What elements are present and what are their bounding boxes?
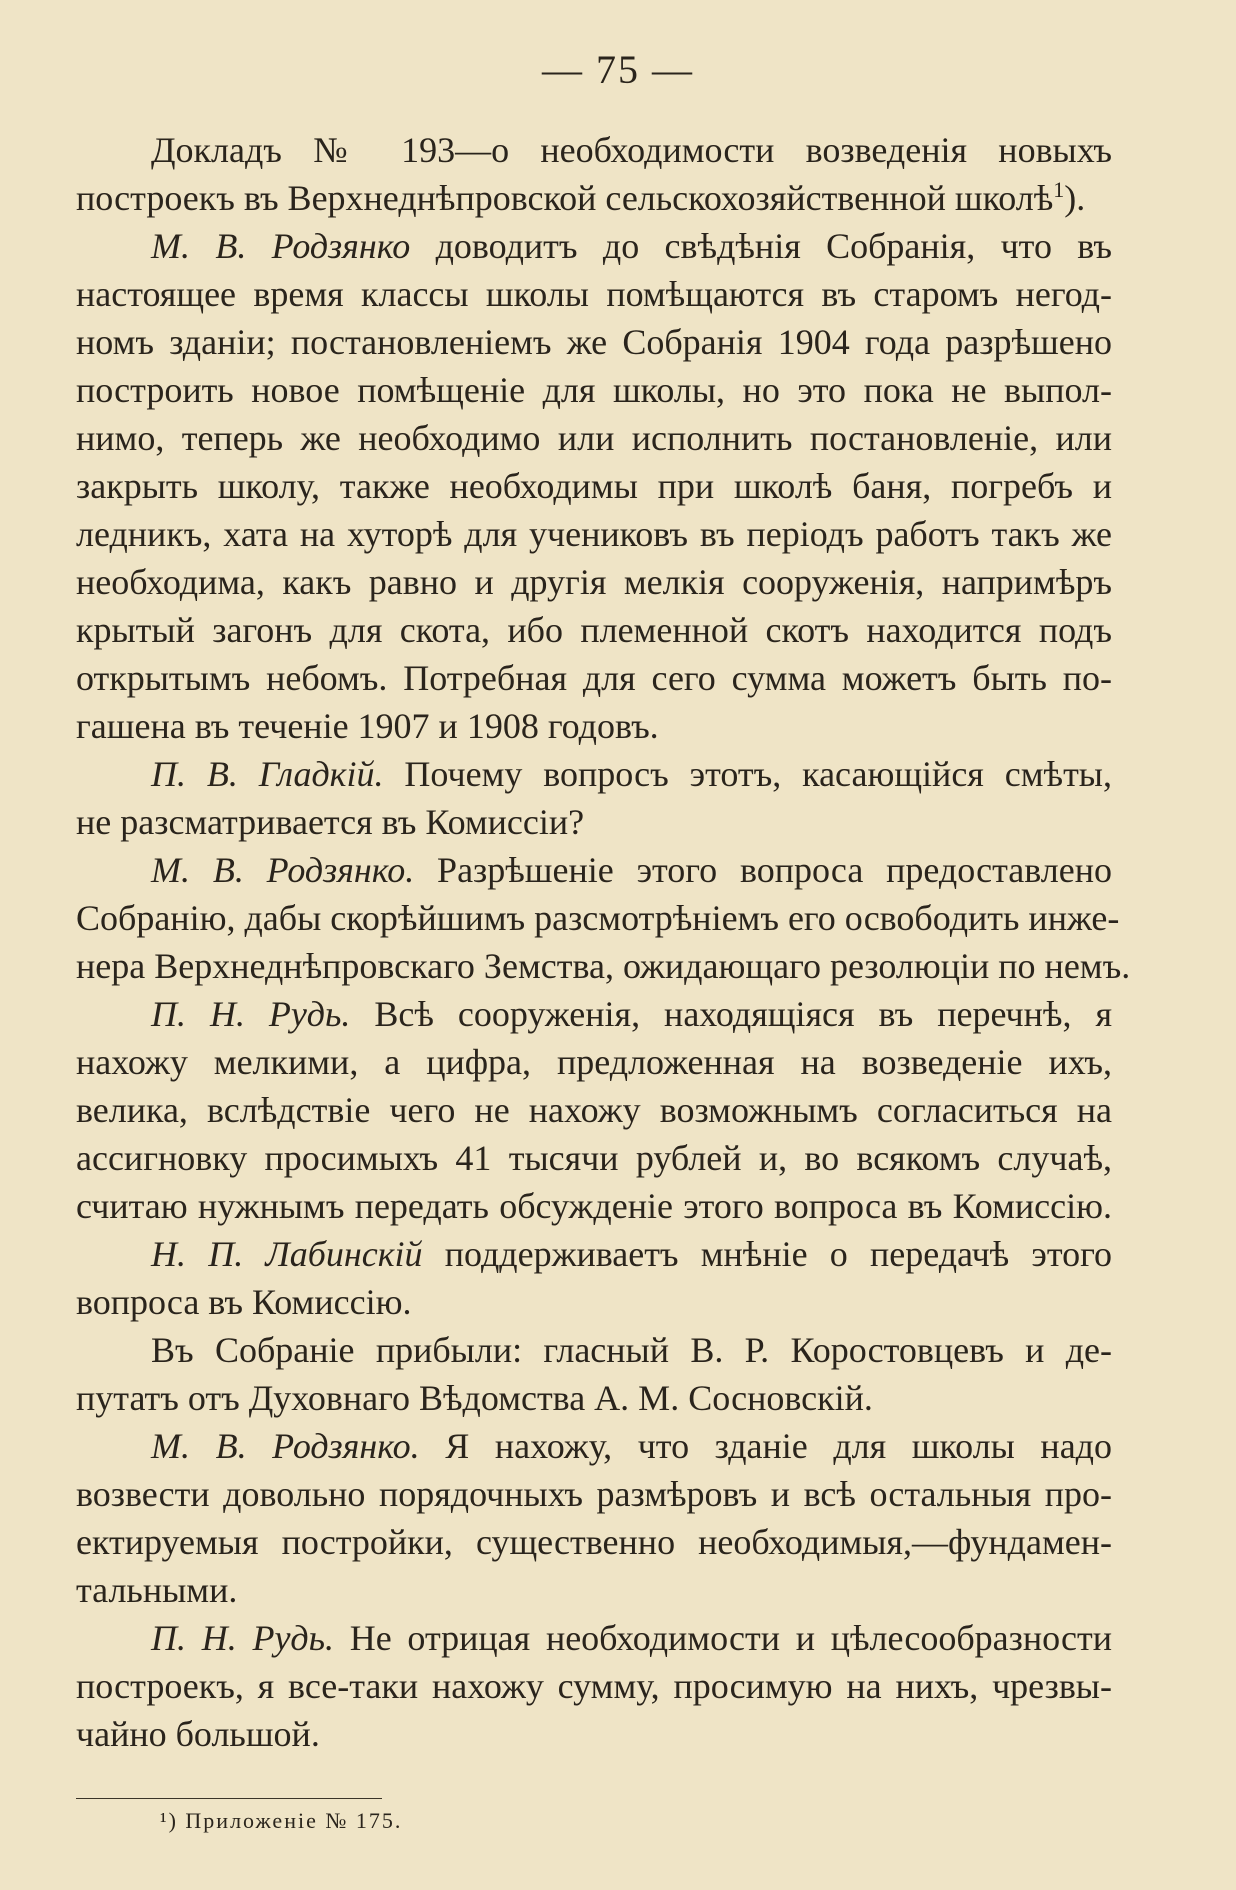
line-text: Почему вопросъ этотъ, касающійся смѣты, — [383, 754, 1112, 794]
text-line — [76, 366, 1112, 414]
line-text: построекъ въ Верхнеднѣпровской сельскохозяйственной школѣ — [76, 178, 1054, 218]
text-line — [76, 1374, 1112, 1422]
text-line — [76, 1278, 1112, 1326]
line-text: доводитъ до свѣдѣнія Собранія, что въ — [410, 226, 1113, 266]
text-line — [76, 750, 1112, 798]
text-line — [76, 1182, 1112, 1230]
line-text: Я нахожу, что зданіе для школы надо — [419, 1426, 1112, 1466]
text-line — [76, 1326, 1112, 1374]
line-text: возвести довольно порядочныхъ размѣровъ и всѣ остальныя про- — [76, 1474, 1112, 1514]
text-line — [76, 798, 1112, 846]
line-text: тальными. — [76, 1570, 238, 1610]
text-line — [76, 126, 1112, 174]
text-line — [76, 1230, 1112, 1278]
page-number: — 75 — — [542, 47, 694, 92]
line-text: ледникъ, хата на хуторѣ для учениковъ въ періодъ работъ такъ же — [76, 514, 1112, 554]
line-text: не разсматривается въ Комиссіи? — [76, 802, 585, 842]
line-text: построить новое помѣщеніе для школы, но это пока не выпол- — [76, 370, 1112, 410]
line-text: крытый загонъ для скота, ибо племенной скотъ находится подъ — [76, 610, 1112, 650]
text-line — [76, 1614, 1112, 1662]
text-line — [76, 1086, 1112, 1134]
speaker-name: Н. П. Лабинскій — [151, 1234, 423, 1274]
text-line — [76, 1134, 1112, 1182]
text-line — [76, 1470, 1112, 1518]
speaker-name: М. В. Родзянко. — [151, 850, 415, 890]
text-line — [76, 1038, 1112, 1086]
line-text: ). — [1064, 178, 1086, 218]
line-text: настоящее время классы школы помѣщаются въ старомъ негод- — [76, 274, 1112, 314]
footnote-ref: 1 — [1053, 177, 1065, 202]
footnote: ¹) Приложеніе № 175. — [160, 1808, 403, 1833]
line-text: ассигновку просимыхъ 41 тысячи рублей и, во всякомъ случаѣ, — [76, 1138, 1112, 1178]
text-line — [76, 558, 1112, 606]
text-line — [76, 846, 1112, 894]
footnote-rule — [76, 1798, 382, 1799]
line-text: построекъ, я все-таки нахожу сумму, просимую на нихъ, чрезвы- — [76, 1666, 1112, 1706]
text-line — [76, 1662, 1112, 1710]
text-line — [76, 942, 1131, 990]
text-line — [76, 270, 1112, 318]
line-text: вопроса въ Комиссію. — [76, 1282, 412, 1322]
line-text: ектируемыя постройки, существенно необходимыя,—фундамен- — [76, 1522, 1112, 1562]
text-line — [76, 1566, 1112, 1614]
line-text: путатъ отъ Духовнаго Вѣдомства А. М. Сосновскій. — [76, 1378, 873, 1418]
line-text: Собранію, дабы скорѣйшимъ разсмотрѣніемъ его освободить инже- — [76, 898, 1120, 938]
text-line — [76, 990, 1112, 1038]
text-line — [76, 222, 1112, 270]
line-text: закрыть школу, также необходимы при школѣ баня, погребъ и — [76, 466, 1112, 506]
text-line — [76, 462, 1112, 510]
line-text: считаю нужнымъ передать обсужденіе этого вопроса въ Комиссію. — [76, 1186, 1112, 1226]
line-text: Не отрицая необходимости и цѣлесообразности — [333, 1618, 1113, 1658]
text-line — [76, 318, 1112, 366]
text-line — [76, 1422, 1112, 1470]
line-text: нимо, теперь же необходимо или исполнить постановленіе, или — [76, 418, 1112, 458]
speaker-name: М. В. Родзянко. — [151, 1426, 420, 1466]
line-text: поддерживаетъ мнѣніе о передачѣ этого — [422, 1234, 1112, 1274]
text-line — [76, 894, 1120, 942]
line-text: нера Верхнеднѣпровскаго Земства, ожидающаго резолюціи по немъ. — [76, 946, 1131, 986]
line-text: чайно большой. — [76, 1714, 320, 1754]
line-text: велика, вслѣдствіе чего не нахожу возможнымъ согласиться на — [76, 1090, 1112, 1130]
speaker-name: П. Н. Рудь. — [151, 1618, 334, 1658]
text-line — [76, 1518, 1112, 1566]
text-line — [76, 1710, 1112, 1758]
line-text: номъ зданіи; постановленіемъ же Собранія 1904 года разрѣшено — [76, 322, 1112, 362]
line-text: открытымъ небомъ. Потребная для сего сумма можетъ быть по- — [76, 658, 1112, 698]
line-text: нахожу мелкими, а цифра, предложенная на возведеніе ихъ, — [76, 1042, 1112, 1082]
text-line — [76, 174, 1112, 222]
body-text — [76, 126, 1131, 1758]
line-text: Въ Собраніе прибыли: гласный В. Р. Коростовцевъ и де- — [151, 1330, 1112, 1370]
speaker-name: П. Н. Рудь. — [151, 994, 351, 1034]
line-text: необходима, какъ равно и другія мелкія сооруженія, напримѣръ — [76, 562, 1112, 602]
text-line — [76, 606, 1112, 654]
text-line — [76, 414, 1112, 462]
line-text: Разрѣшеніе этого вопроса предоставлено — [414, 850, 1113, 890]
text-line — [76, 510, 1112, 558]
line-text: Докладъ № 193—о необходимости возведенія новыхъ — [151, 130, 1112, 170]
text-line — [76, 702, 1112, 750]
line-text: Всѣ сооруженія, находящіяся въ перечнѣ, я — [350, 994, 1112, 1034]
speaker-name: М. В. Родзянко — [151, 226, 411, 266]
line-text: гашена въ теченіе 1907 и 1908 годовъ. — [76, 706, 659, 746]
speaker-name: П. В. Гладкій. — [151, 754, 384, 794]
text-line — [76, 654, 1112, 702]
